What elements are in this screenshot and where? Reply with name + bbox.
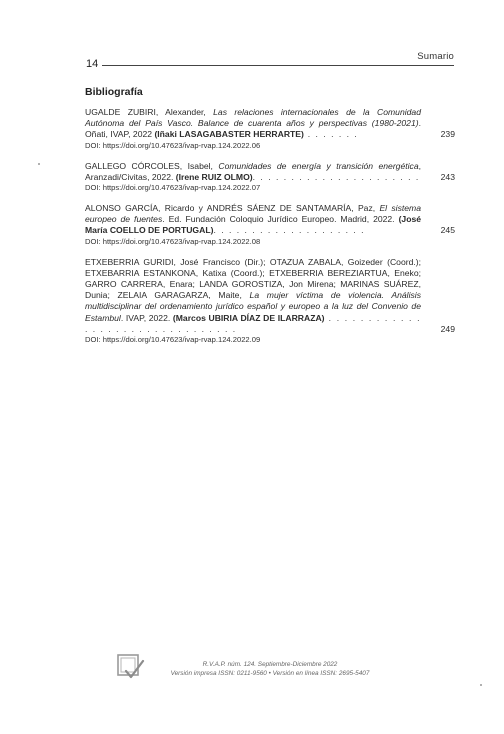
bibliography-entry bbox=[85, 257, 455, 345]
bibliography-entry bbox=[85, 107, 455, 151]
bibliography-list bbox=[85, 107, 455, 355]
entry-dot-leader: . . . . . . . bbox=[303, 129, 359, 140]
entry-text[interactable] bbox=[85, 107, 455, 141]
entry-reviewer: (Iñaki LASAGABASTER HERRARTE) bbox=[154, 129, 304, 140]
sumario-link[interactable]: Sumario bbox=[417, 51, 454, 62]
entry-page-number[interactable]: 239 bbox=[440, 129, 455, 140]
entry-doi-link[interactable]: DOI: https://doi.org/10.47623/ivap-rvap.124.2022.09 bbox=[85, 335, 261, 345]
footer-issn-line: Versión impresa ISSN: 0211-9560 • Versión en línea ISSN: 2695-5407 bbox=[170, 670, 370, 677]
footer-issue-line: R.V.A.P. núm. 124. Septiembre-Diciembre 2022 bbox=[202, 661, 338, 668]
entry-authors: UGALDE ZUBIRI, Alexander, bbox=[85, 107, 206, 117]
page-number: 14 bbox=[86, 58, 99, 70]
bibliography-entry bbox=[85, 203, 455, 247]
entry-reviewer: (José María COELLO DE PORTUGAL) bbox=[85, 214, 422, 236]
entry-authors: GALLEGO CÓRCOLES, Isabel, bbox=[85, 160, 213, 171]
journal-footer bbox=[150, 660, 390, 678]
entry-text[interactable] bbox=[85, 257, 455, 335]
scan-speck bbox=[38, 163, 40, 165]
entry-publisher: . Ed. Fundación Coloquio Jurídico Europeo. Madrid, 2022. bbox=[162, 214, 395, 225]
entry-reviewer: (Irene RUIZ OLMO) bbox=[175, 171, 253, 182]
entry-dot-leader: . . . . . . . . . . . . . . . . . . . . . . . . . . . . . . . . bbox=[85, 312, 421, 334]
entry-doi-link[interactable]: DOI: https://doi.org/10.47623/ivap-rvap.124.2022.08 bbox=[85, 236, 261, 246]
entry-authors: ALONSO GARCÍA, Ricardo y ANDRÉS SÁENZ DE SANTAMARÍA, Paz, bbox=[85, 203, 376, 214]
entry-page-number[interactable]: 245 bbox=[440, 225, 455, 236]
entry-reviewer: (Marcos UBIRIA DÍAZ DE ILARRAZA) bbox=[172, 312, 325, 323]
header-rule bbox=[102, 65, 454, 66]
entry-text[interactable] bbox=[85, 203, 455, 237]
entry-publisher: . Oñati, IVAP, 2022 bbox=[85, 118, 421, 140]
entry-dot-leader: . . . . . . . . . . . . . . . . . . . . bbox=[213, 225, 366, 236]
page-header bbox=[78, 50, 454, 70]
entry-doi-link[interactable]: DOI: https://doi.org/10.47623/ivap-rvap.124.2022.06 bbox=[85, 140, 261, 150]
section-title: Bibliografía bbox=[85, 86, 143, 98]
entry-doi-link[interactable]: DOI: https://doi.org/10.47623/ivap-rvap.124.2022.07 bbox=[85, 183, 261, 193]
entry-publisher: , Aranzadi/Civitas, 2022. bbox=[85, 160, 422, 182]
open-access-logo-icon bbox=[116, 652, 146, 682]
entry-title: Comunidades de energía y transición energética bbox=[218, 160, 419, 171]
entry-publisher: . IVAP, 2022. bbox=[120, 312, 171, 323]
entry-page-number[interactable]: 249 bbox=[440, 323, 455, 334]
bibliography-entry bbox=[85, 161, 455, 193]
entry-title: El sistema europeo de fuentes bbox=[85, 203, 421, 225]
scan-speck bbox=[480, 684, 482, 686]
entry-text[interactable] bbox=[85, 161, 455, 183]
entry-title: Las relaciones internacionales de la Comunidad Autónoma del País Vasco. Balance de cuarenta años y perspectivas (1980-2021) bbox=[85, 107, 421, 129]
entry-dot-leader: . . . . . . . . . . . . . . . . . . . . . . bbox=[252, 171, 420, 182]
entry-authors: ETXEBERRIA GURIDI, José Francisco (Dir.); OTAZUA ZABALA, Goizeder (Coord.); ETXEBARRIA ESTANKONA, Katixa (Coord.); ETXEBERRIA BEREZIARTUA, Eneko; GARRO CARRERA, Enara; LANDA GOROSTIZA, Jon Mirena; MARINAS SUÁREZ, Dunia; ZELAIA GARAGARZA, Maite, bbox=[85, 256, 421, 301]
entry-page-number[interactable]: 243 bbox=[440, 171, 455, 182]
entry-title: La mujer víctima de violencia. Análisis multidisciplinar del ordenamiento jurídico español y europeo a la luz del Convenio de Estambul bbox=[85, 290, 421, 323]
